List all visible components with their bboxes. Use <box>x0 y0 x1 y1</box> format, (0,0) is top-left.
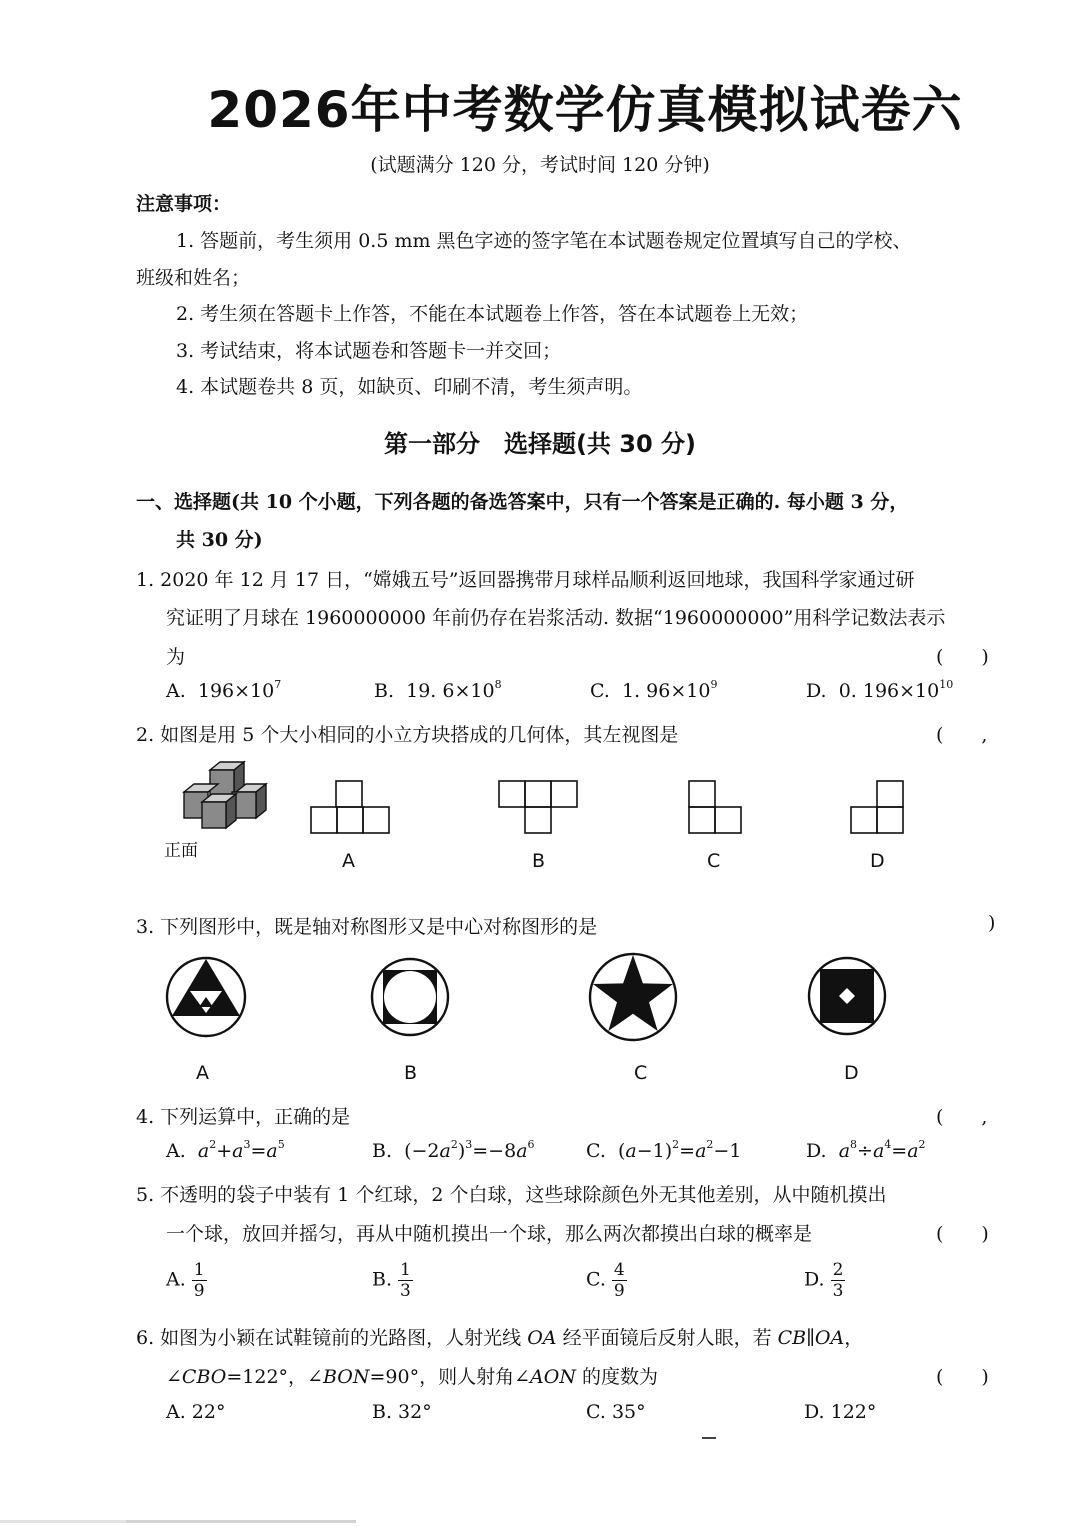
q5-option-d: D. $\frac{2}{3}$ <box>804 1260 844 1301</box>
notice-item-3: 3. 考试结束，将本试题卷和答题卡一并交回； <box>176 340 562 362</box>
q5-line1: 5. 不透明的袋子中装有 1 个红球，2 个白球，这些球除颜色外无其他差别，从中随机摸出 <box>136 1184 887 1206</box>
q2-view-c <box>688 780 742 834</box>
q2-label-a: A <box>342 850 355 872</box>
q2-label-c: C <box>707 850 721 872</box>
q5-answer-paren: ( ) <box>936 1223 989 1245</box>
scan-mark <box>702 1437 716 1439</box>
q1-option-a: A. $196\times 10^7$ <box>166 678 282 702</box>
q2-view-b <box>498 780 578 834</box>
q4-option-a: A. $a^2+a^3=a^5$ <box>166 1138 285 1162</box>
q4-text: 4. 下列运算中，正确的是 <box>136 1106 351 1128</box>
q3-label-a: A <box>196 1062 209 1084</box>
q6-line1: 6. 如图为小颖在试鞋镜前的光路图，人射光线 OA 经平面镜后反射人眼，若 CB∥OA， <box>136 1327 864 1349</box>
bottom-edge-mark <box>0 1520 140 1523</box>
q3-figure-a <box>164 955 248 1039</box>
page-title: 2026年中考数学仿真模拟试卷六 <box>207 81 963 139</box>
q2-text: 2. 如图是用 5 个大小相同的小立方块搭成的几何体，其左视图是 <box>136 724 679 746</box>
part1-line2: 共 30 分) <box>176 529 263 551</box>
notice-item-1: 1. 答题前，考生须用 0.5 mm 黑色字迹的签字笔在本试题卷规定位置填写自己的学校、 <box>176 230 912 252</box>
q2-view-a <box>310 780 390 834</box>
q1-line2: 究证明了月球在 1960000000 年前仍存在岩浆活动. 数据“1960000000”用科学记数法表示 <box>166 607 946 629</box>
q2-front-label: 正面 <box>164 841 198 861</box>
notice-item-1-cont: 班级和姓名； <box>136 267 251 289</box>
q1-option-b: B. 19. $6\times 10^8$ <box>374 678 502 702</box>
q5-option-a: A. $\frac{1}{9}$ <box>166 1260 205 1301</box>
q3-label-b: B <box>404 1062 418 1084</box>
q3-figure-b <box>370 957 450 1037</box>
q5-option-b: B. $\frac{1}{3}$ <box>372 1260 411 1301</box>
notice-item-2: 2. 考生须在答题卡上作答，不能在本试题卷上作答，答在本试题卷上无效； <box>176 303 809 325</box>
notice-item-4: 4. 本试题卷共 8 页，如缺页、印刷不清，考生须声明。 <box>176 376 643 398</box>
q3-figure-c <box>588 952 678 1042</box>
q1-line1: 1. 2020 年 12 月 17 日，“嫦娥五号”返回器携带月球样品顺利返回地球，我国科学家通过研 <box>136 569 915 591</box>
q3-figure-d <box>807 956 887 1036</box>
q5-option-c: C. $\frac{4}{9}$ <box>586 1260 625 1301</box>
q1-option-d: D. 0. $196\times 10^{10}$ <box>806 678 954 702</box>
q3-label-c: C <box>634 1062 648 1084</box>
q4-answer-paren: ( , <box>936 1106 988 1128</box>
section-heading: 第一部分 选择题(共 30 分) <box>383 430 697 458</box>
q3-text: 3. 下列图形中，既是轴对称图形又是中心对称图形的是 <box>136 916 598 938</box>
q1-line3: 为 <box>166 646 186 668</box>
q6-option-a: A. 22° <box>166 1401 226 1423</box>
q6-option-d: D. 122° <box>804 1401 877 1423</box>
q6-line2: ∠CBO=122°，∠BON=90°，则人射角∠AON 的度数为 <box>166 1366 659 1388</box>
q6-answer-paren: ( ) <box>936 1366 989 1388</box>
q1-answer-paren: ( ) <box>936 646 989 668</box>
q4-option-d: D. $a^8\div a^4=a^2$ <box>806 1138 926 1162</box>
q4-option-b: B. $(-2a^2)^3=-8a^6$ <box>372 1138 535 1162</box>
q2-solid-figure <box>180 758 270 834</box>
q3-answer-paren: ) <box>988 912 996 934</box>
q4-option-c: C. $(a-1)^2=a^2-1$ <box>586 1138 742 1162</box>
q5-line2: 一个球，放回并摇匀，再从中随机摸出一个球，那么两次都摸出白球的概率是 <box>166 1223 813 1245</box>
q6-option-c: C. 35° <box>586 1401 646 1423</box>
bottom-edge-mark-2 <box>126 1520 356 1523</box>
notice-heading: 注意事项： <box>136 193 232 215</box>
part1-line1: 一、选择题(共 10 个小题，下列各题的备选答案中，只有一个答案是正确的. 每小题 3 分， <box>136 491 909 513</box>
subtitle: (试题满分 120 分，考试时间 120 分钟) <box>370 154 710 176</box>
q1-option-c: C. 1. $96\times 10^9$ <box>590 678 718 702</box>
q2-label-d: D <box>870 850 885 872</box>
q6-option-b: B. 32° <box>372 1401 432 1423</box>
q2-view-d <box>850 780 904 834</box>
q2-label-b: B <box>532 850 546 872</box>
q3-label-d: D <box>844 1062 859 1084</box>
q2-answer-paren: ( , <box>936 724 988 746</box>
